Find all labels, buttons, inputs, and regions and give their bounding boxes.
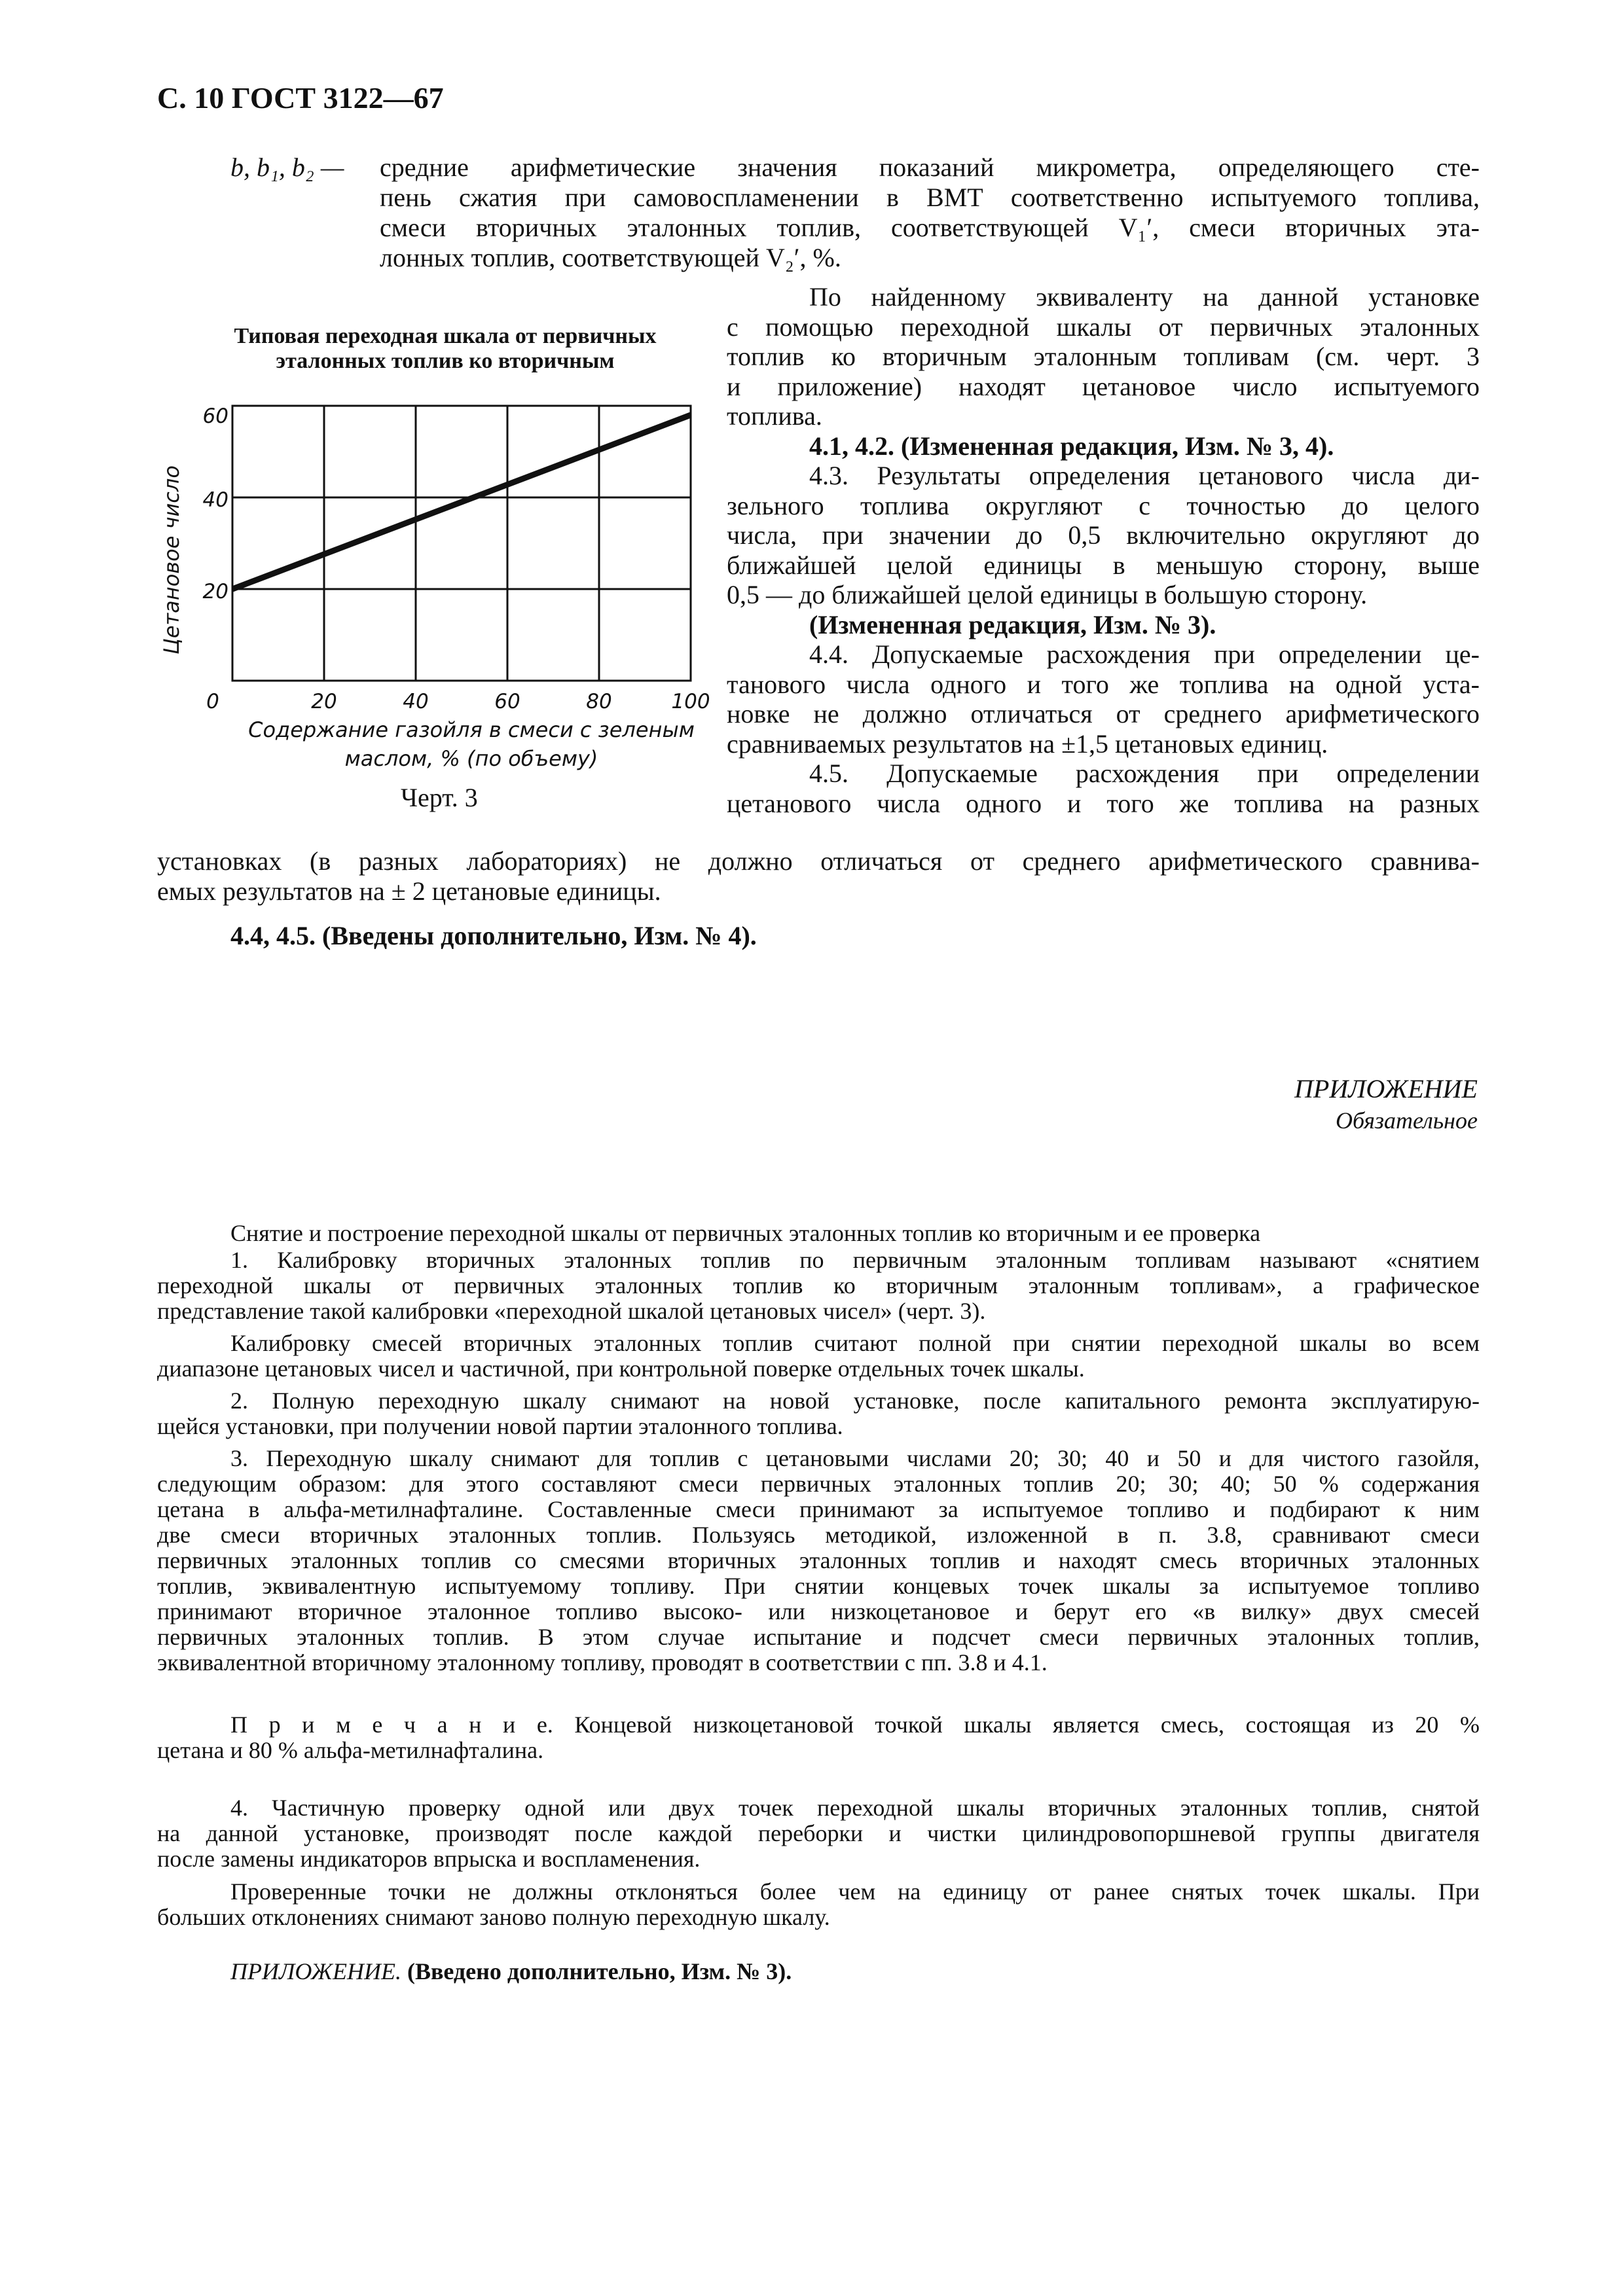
appendix-label: ПРИЛОЖЕНИЕ — [1294, 1074, 1478, 1103]
right-column-line: числа, при значении до 0,5 включительно округляют до — [727, 520, 1480, 550]
chart-series — [232, 415, 691, 589]
appendix-footer-italic: ПРИЛОЖЕНИЕ. — [230, 1958, 401, 1984]
appendix-p4-line: на данной установке, производят после каждой переборки и чистки цилиндровопоршневой группы двигателя — [157, 1820, 1480, 1846]
continuation-line: емых результатов на ± 2 цетановые единицы. — [157, 876, 661, 906]
right-column-line: и приложение) находят цетановое число испытуемого — [727, 371, 1480, 401]
right-column-line: с помощью переходной шкалы от первичных эталонных — [727, 312, 1480, 342]
appendix-p2-line: 2. Полную переходную шкалу снимают на новой установке, после капитального ремонта эксплуатирую- — [230, 1388, 1480, 1414]
y-tick-label: 20 — [202, 580, 228, 603]
right-column-line: новке не должно отличаться от среднего арифметического — [727, 699, 1480, 728]
continuation-line: установках (в разных лабораториях) не должно отличаться от среднего арифметического сравнива- — [157, 846, 1480, 876]
right-column-line: 0,5 — до ближайшей целой единицы в большую сторону. — [727, 580, 1368, 609]
appendix-sublabel: Обязательное — [1336, 1107, 1478, 1134]
right-column-line: 4.4. Допускаемые расхождения при определении це- — [809, 639, 1480, 669]
appendix-p1-line: 1. Калибровку вторичных эталонных топлив по первичным эталонным топливам называют «снятием — [230, 1247, 1480, 1273]
appendix-p4-line: после замены индикаторов впрыска и воспламенения. — [157, 1846, 701, 1872]
chart-x-axis-label — [223, 715, 720, 773]
chart-grid — [232, 406, 691, 681]
appendix-p3-line: принимают вторичное эталонное топливо высоко- или низкоцетановое и берут его «в вилку» двух смесей — [157, 1598, 1480, 1624]
chart-ticks — [203, 404, 710, 713]
x-tick-label: 80 — [586, 690, 612, 713]
appendix-p1-line: переходной шкалы от первичных эталонных топлив ко вторичным эталонным топливам», а графическое — [157, 1272, 1480, 1299]
chart-title-line-2: эталонных топлив ко вторичным — [276, 349, 615, 373]
x-tick-label: 60 — [494, 690, 520, 713]
chart-title-line-1: Типовая переходная шкала от первичных — [234, 324, 657, 348]
x-tick-label: 40 — [403, 690, 429, 713]
chart-frame — [232, 406, 691, 681]
right-column-line: 4.1, 4.2. (Измененная редакция, Изм. № 3, 4). — [809, 431, 1334, 461]
appendix-title: Снятие и построение переходной шкалы от первичных эталонных топлив ко вторичным и ее проверка — [230, 1220, 1261, 1246]
x-tick-label: 0 — [206, 690, 219, 713]
plot-frame — [232, 406, 691, 681]
chart-x-label-line-2: маслом, % (по объему) — [344, 746, 598, 771]
right-column-line: 4.3. Результаты определения цетанового числа ди- — [809, 461, 1480, 490]
appendix-p4b-line: Проверенные точки не должны отклоняться более чем на единицу от ранее снятых точек шкалы. При — [230, 1878, 1480, 1905]
definition-line: средние арифметические значения показаний микрометра, определяющего сте- — [380, 152, 1480, 182]
appendix-note-line: цетана и 80 % альфа-метилнафталина. — [157, 1737, 544, 1763]
appendix-p3-line: следующим образом: для этого составляют смеси первичных эталонных топлив 20; 30; 40; 50 % содержания — [157, 1471, 1480, 1497]
right-column-line: (Измененная редакция, Изм. № 3). — [809, 609, 1216, 639]
chart-y-axis-label: Цетановое число — [159, 465, 184, 655]
appendix-footer-bold: (Введено дополнительно, Изм. № 3). — [407, 1958, 792, 1984]
appendix-p3-line: эквивалентной вторичному эталонному топливу, проводят в соответствии с пп. 3.8 и 4.1. — [157, 1649, 1048, 1676]
appendix-p3-line: 3. Переходную шкалу снимают для топлив с цетановыми числами 20; 30; 40 и 50 и для чистого газойля, — [230, 1445, 1480, 1471]
appendix-p3-line: первичных эталонных топлив. В этом случае испытание и подсчет смеси первичных эталонных топлив, — [157, 1624, 1480, 1650]
definition-line: смеси вторичных эталонных топлив, соответствующей V₁′, смеси вторичных эта- — [380, 213, 1480, 242]
y-tick-label: 40 — [202, 488, 228, 512]
appendix-p3-line: первичных эталонных топлив со смесями вторичных эталонных топлив и находят смесь вторичных эталонных — [157, 1547, 1480, 1573]
y-tick-label: 60 — [202, 404, 228, 428]
appendix-p4-line: 4. Частичную проверку одной или двух точек переходной шкалы вторичных эталонных топлив, снятой — [230, 1795, 1480, 1821]
appendix-footer-note — [230, 1957, 792, 1986]
chart-caption: Черт. 3 — [401, 783, 478, 812]
appendix-p3-line: топлив, эквивалентную испытуемому топливу. При снятии концевых точек шкалы за испытуемое топливо — [157, 1573, 1480, 1599]
right-column-line: По найденному эквиваленту на данной установке — [809, 282, 1480, 312]
right-column-line: 4.5. Допускаемые расхождения при определении — [809, 759, 1480, 788]
right-column-line: цетанового числа одного и того же топлива на разных — [727, 788, 1480, 818]
definition-line: пень сжатия при самовоспламенении в ВМТ соответственно испытуемого топлива, — [380, 183, 1480, 212]
appendix-p2-line: щейся установки, при получении новой партии эталонного топлива. — [157, 1413, 843, 1439]
definition-line: лонных топлив, соответствующей V₂′, %. — [380, 243, 841, 272]
appendix-note-line: П р и м е ч а н и е. Концевой низкоцетановой точкой шкалы является смесь, состоящая из 20 % — [230, 1712, 1480, 1738]
series-line — [232, 415, 691, 589]
right-column-line: танового числа одного и того же топлива на одной уста- — [727, 669, 1480, 699]
definition-symbol: b, b₁, b₂ — — [230, 152, 344, 182]
appendix-p1b-line: Калибровку смесей вторичных эталонных топлив считают полной при снятии переходной шкалы во всем — [230, 1330, 1480, 1356]
appendix-p4b-line: больших отклонениях снимают заново полную переходную шкалу. — [157, 1904, 830, 1930]
page-header: С. 10 ГОСТ 3122—67 — [157, 81, 444, 115]
x-tick-label: 100 — [671, 690, 710, 713]
appendix-p3-line: две смеси вторичных эталонных топлив. Пользуясь методикой, изложенной в п. 3.8, сравнивают смеси — [157, 1522, 1480, 1548]
x-tick-label: 20 — [311, 690, 337, 713]
right-column-line: топлив ко вторичным эталонным топливам (см. черт. 3 — [727, 342, 1480, 371]
right-column-line: ближайшей целой единицы в меньшую сторону, выше — [727, 550, 1480, 580]
amendment-note-4-4-4-5: 4.4, 4.5. (Введены дополнительно, Изм. № 4). — [230, 921, 757, 950]
appendix-p3-line: цетана в альфа-метилнафталине. Составленные смеси принимают за испытуемое топливо и подбирают к ним — [157, 1496, 1480, 1522]
appendix-p1b-line: диапазоне цетановых чисел и частичной, при контрольной поверке отдельных точек шкалы. — [157, 1355, 1085, 1382]
appendix-p1-line: представление такой калибровки «переходной шкалой цетановых чисел» (черт. 3). — [157, 1298, 986, 1324]
chart-title — [196, 324, 694, 374]
chart-x-label-line-1: Содержание газойля в смеси с зеленым — [248, 717, 695, 742]
right-column-line: топлива. — [727, 401, 822, 431]
right-column-line: зельного топлива округляют с точностью до целого — [727, 490, 1480, 520]
right-column-line: сравниваемых результатов на ±1,5 цетановых единиц. — [727, 728, 1328, 759]
